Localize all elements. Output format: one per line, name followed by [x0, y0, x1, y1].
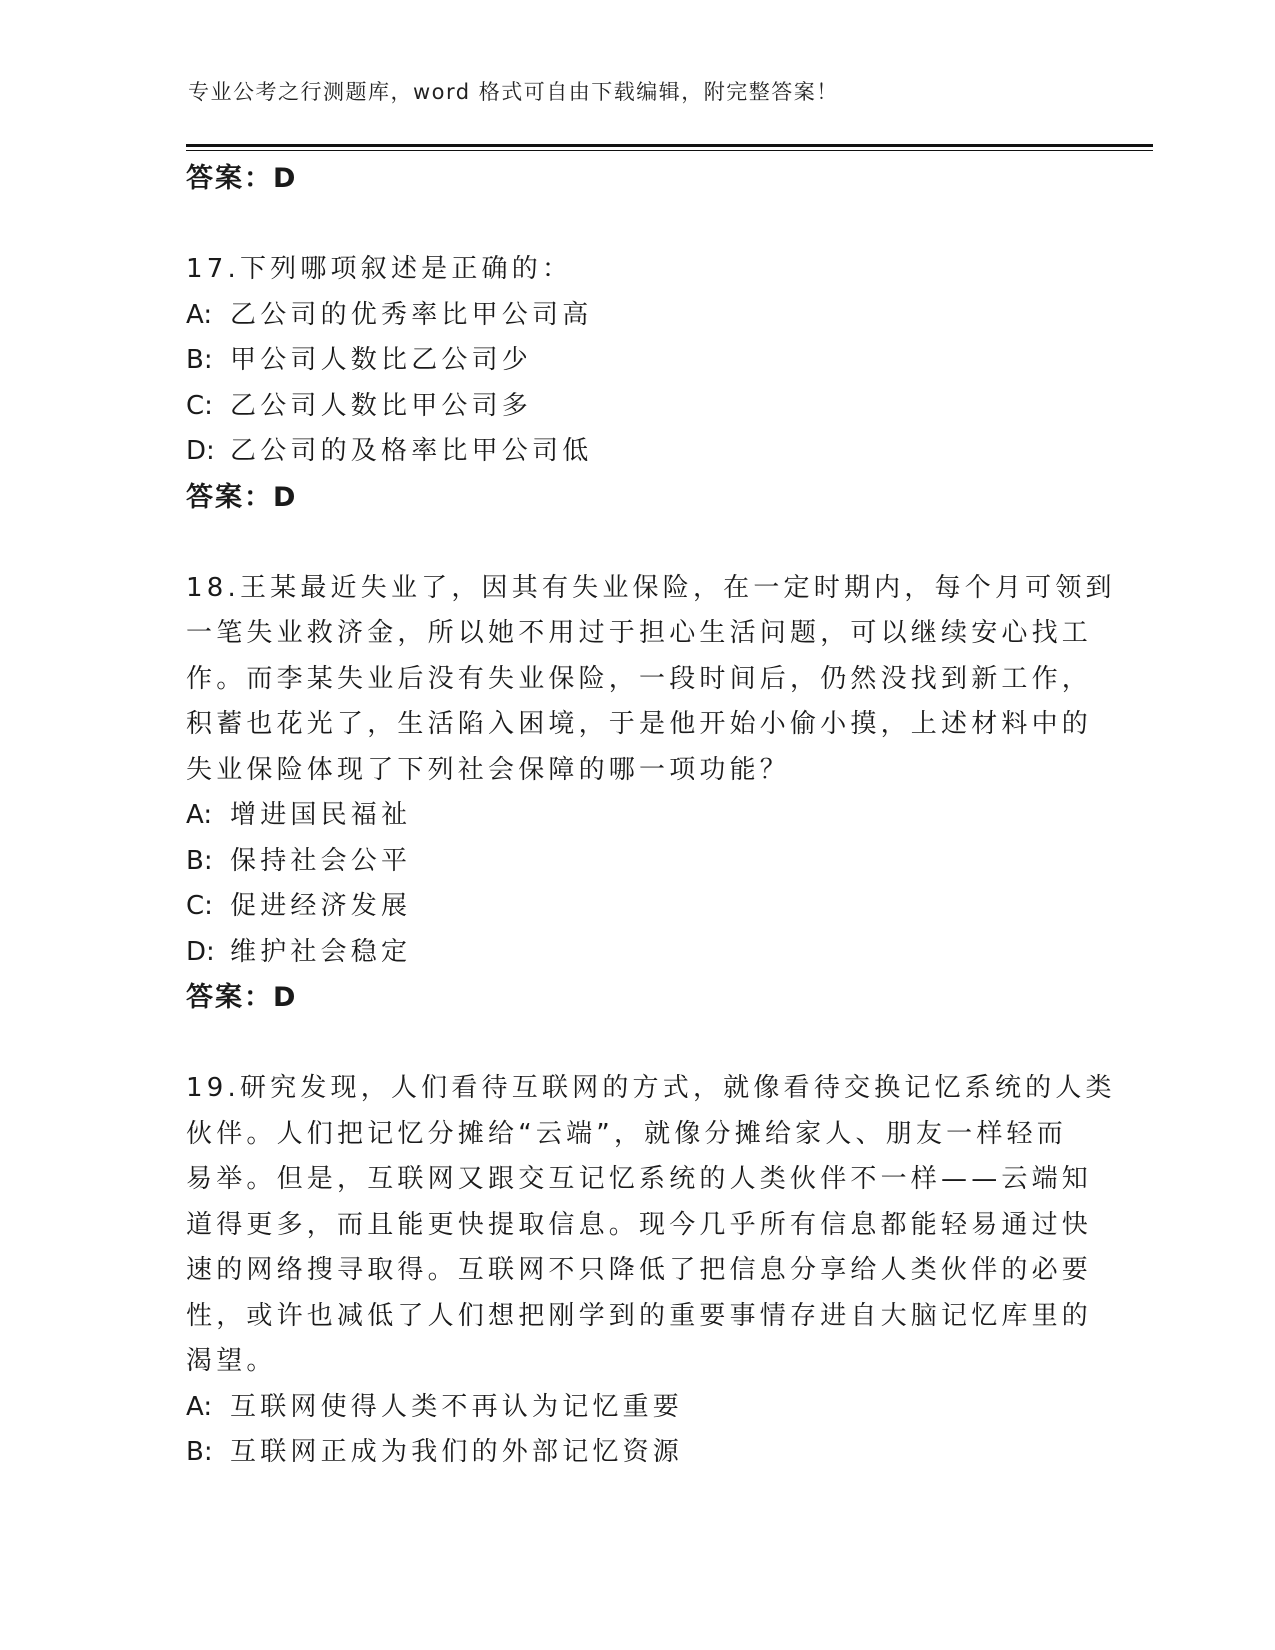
stem-line: 失业保险体现了下列社会保障的哪一项功能？: [186, 754, 791, 785]
header-rule: [186, 144, 1153, 147]
option-a: [186, 293, 1086, 339]
question-content: [186, 156, 1116, 1476]
stem-line: 速的网络搜寻取得。互联网不只降低了把信息分享给人类伙伴的必要: [186, 1255, 1093, 1285]
option-b: [186, 1430, 1086, 1476]
option-b: [186, 338, 1086, 384]
answer-line: [186, 475, 1086, 521]
option-d: [186, 429, 1086, 475]
stem-line: 性，或许也减低了人们想把刚学到的重要事情存进自大脑记忆库里的: [186, 1300, 1093, 1331]
stem-line: 道得更多，而且能更快提取信息。现今几乎所有信息都能轻易通过快: [186, 1209, 1093, 1240]
option-letter: A:: [186, 1391, 213, 1422]
option-c: [186, 384, 1086, 430]
option-c: [186, 884, 1086, 930]
stem-line: 易举。但是，互联网又跟交互记忆系统的人类伙伴不一样——云端知: [186, 1164, 1093, 1194]
question-stem: [186, 247, 1086, 293]
option-text: 促进经济发展: [230, 891, 412, 921]
question-18: [186, 566, 1116, 1021]
option-text: 增进国民福祉: [230, 800, 412, 830]
answer-value: D: [273, 982, 298, 1013]
option-letter: D:: [186, 936, 215, 967]
option-text: 乙公司人数比甲公司多: [230, 390, 533, 421]
answer-line: [186, 975, 1086, 1021]
option-text: 互联网正成为我们的外部记忆资源: [230, 1437, 684, 1467]
stem-line: 18.王某最近失业了，因其有失业保险，在一定时期内，每个月可领到: [186, 572, 1116, 603]
option-letter: C:: [186, 891, 213, 921]
question-stem: [186, 566, 1116, 794]
spacer: [186, 1021, 1086, 1067]
option-text: 甲公司人数比乙公司少: [230, 345, 533, 375]
header-rule-thin: [186, 150, 1153, 151]
page-header: 专业公考之行测题库，word 格式可自由下载编辑，附完整答案！: [188, 80, 839, 104]
answer-value: D: [273, 163, 298, 194]
option-text: 乙公司的优秀率比甲公司高: [230, 299, 593, 330]
question-stem: [186, 1066, 1116, 1385]
answer-label: 答案：: [186, 481, 273, 513]
option-a: [186, 1385, 1086, 1431]
answer-label: 答案：: [186, 163, 273, 194]
stem-line: 作。而李某失业后没有失业保险，一段时间后，仍然没找到新工作，: [186, 663, 1093, 694]
option-letter: B:: [186, 1437, 213, 1467]
option-letter: A:: [186, 299, 213, 330]
option-a: [186, 793, 1086, 839]
answer-label: 答案：: [186, 982, 273, 1013]
stem-line: 一笔失业救济金，所以她不用过于担心生活问题，可以继续安心找工: [186, 618, 1093, 648]
answer-line: [186, 156, 1086, 202]
option-letter: A:: [186, 800, 213, 830]
stem-line: 伙伴。人们把记忆分摊给“云端”，就像分摊给家人、朋友一样轻而: [186, 1118, 1067, 1149]
option-letter: C:: [186, 390, 213, 421]
option-d: [186, 930, 1086, 976]
option-text: 保持社会公平: [230, 845, 412, 876]
spacer: [186, 202, 1086, 248]
option-text: 互联网使得人类不再认为记忆重要: [230, 1391, 684, 1422]
stem-line: 积蓄也花光了，生活陷入困境，于是他开始小偷小摸，上述材料中的: [186, 709, 1093, 739]
stem-line: 17.下列哪项叙述是正确的：: [186, 254, 573, 284]
question-19: [186, 1066, 1116, 1476]
stem-line: 19.研究发现，人们看待互联网的方式，就像看待交换记忆系统的人类: [186, 1073, 1116, 1103]
question-17: [186, 247, 1086, 520]
answer-value: D: [273, 481, 298, 513]
option-letter: D:: [186, 436, 215, 466]
stem-line: 渴望。: [186, 1346, 277, 1376]
option-text: 乙公司的及格率比甲公司低: [230, 436, 593, 466]
spacer: [186, 520, 1086, 566]
option-b: [186, 839, 1086, 885]
option-letter: B:: [186, 845, 213, 876]
option-text: 维护社会稳定: [230, 936, 412, 967]
option-letter: B:: [186, 345, 213, 375]
